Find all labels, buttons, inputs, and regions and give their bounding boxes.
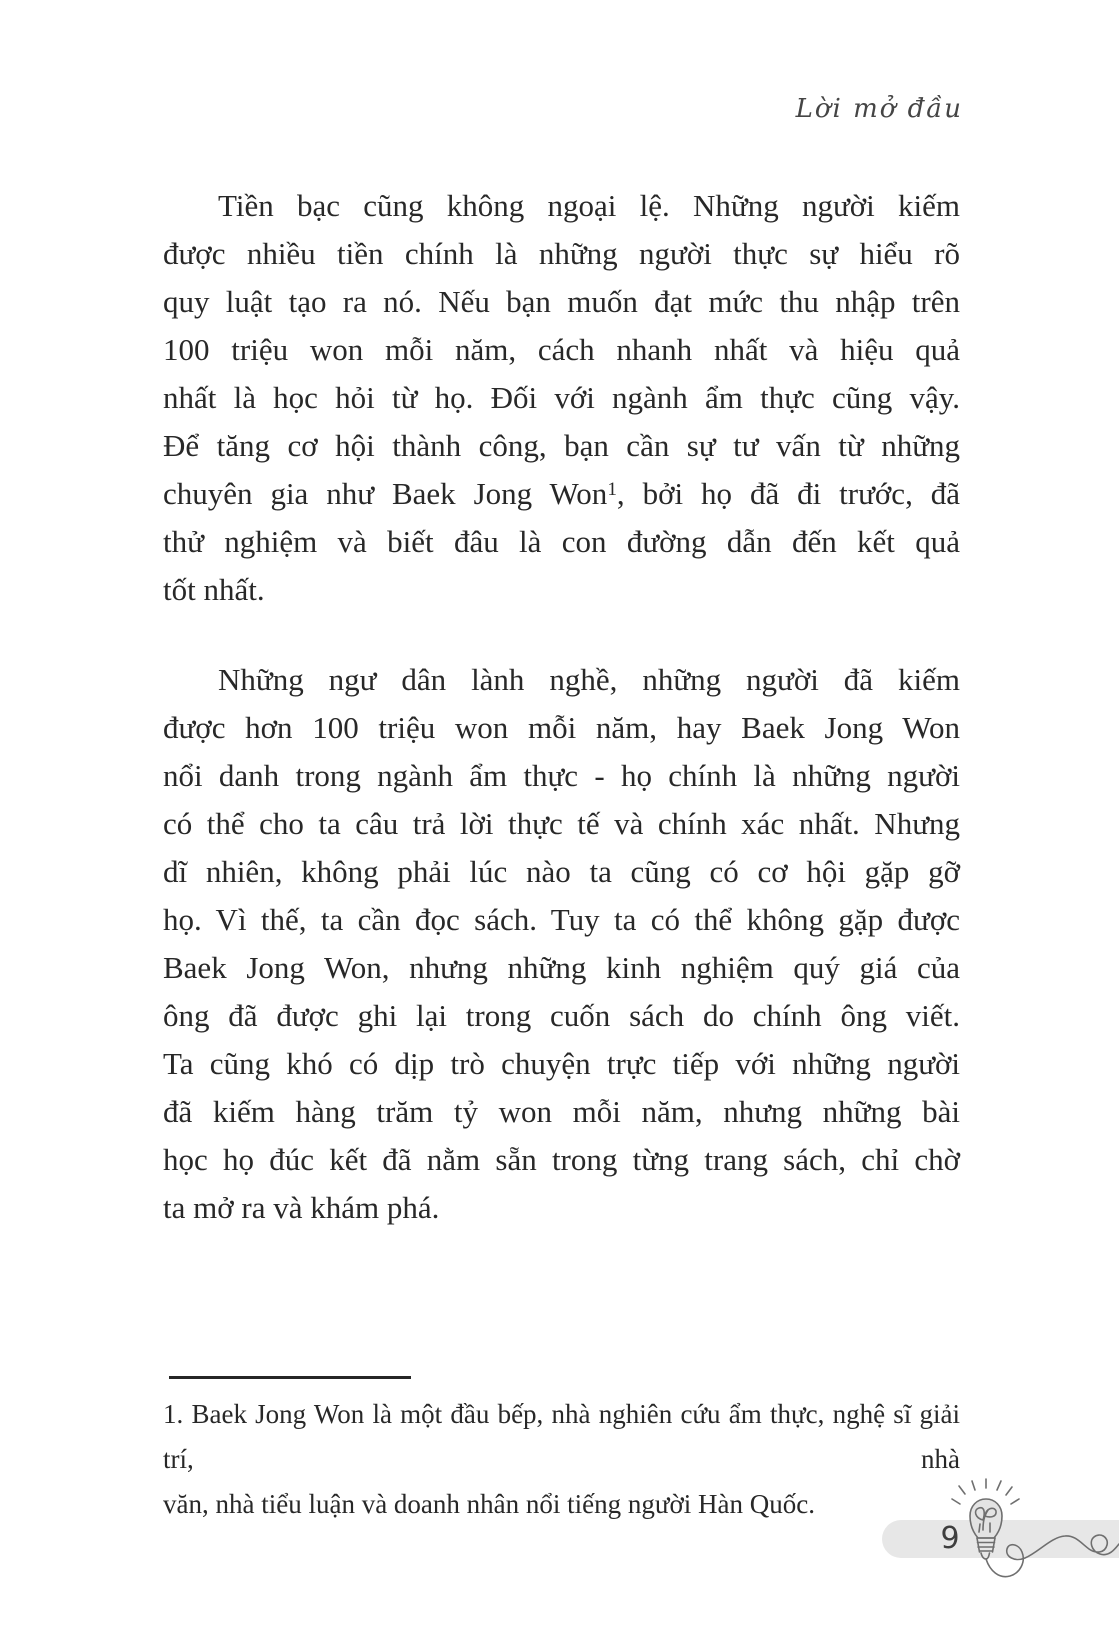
text-line: 100 triệu won mỗi năm, cách nhanh nhất và hiệu quả xyxy=(163,332,960,367)
text-segment: chuyên gia như Baek Jong Won xyxy=(163,476,608,511)
text-line: nổi danh trong ngành ẩm thực - họ chính là những người xyxy=(163,758,960,793)
text-line: văn, nhà tiểu luận và doanh nhân nổi tiếng người Hàn Quốc. xyxy=(163,1489,816,1519)
lightbulb-icon xyxy=(970,1499,1002,1559)
paragraph xyxy=(163,182,960,614)
running-header: Lời mở đầu xyxy=(795,94,963,124)
text-line: Để tăng cơ hội thành công, bạn cần sự tư vấn từ những xyxy=(163,428,960,463)
text-line: học họ đúc kết đã nằm sẵn trong từng trang sách, chỉ chờ xyxy=(163,1142,960,1177)
squiggle-wire xyxy=(986,1535,1119,1577)
lightbulb-doodle-icon xyxy=(869,1478,1119,1608)
paragraph xyxy=(163,656,960,1232)
text-line: ta mở ra và khám phá. xyxy=(163,1190,440,1225)
text-line: Ta cũng khó có dịp trò chuyện trực tiếp với những người xyxy=(163,1046,960,1081)
text-line: ông đã được ghi lại trong cuốn sách do chính ông viết. xyxy=(163,998,960,1033)
page-number: 9 xyxy=(940,1521,960,1556)
footnote-text xyxy=(163,1392,960,1527)
footnote-rule xyxy=(169,1376,411,1379)
text-line: thử nghiệm và biết đâu là con đường dẫn đến kết quả xyxy=(163,524,960,559)
text-line: được nhiều tiền chính là những người thực sự hiểu rõ xyxy=(163,236,960,271)
text-line: họ. Vì thế, ta cần đọc sách. Tuy ta có thể không gặp được xyxy=(163,902,960,937)
text-line: đã kiếm hàng trăm tỷ won mỗi năm, nhưng những bài xyxy=(163,1094,960,1129)
text-line: dĩ nhiên, không phải lúc nào ta cũng có cơ hội gặp gỡ xyxy=(163,854,960,889)
text-line: tốt nhất. xyxy=(163,572,265,607)
footnote xyxy=(163,1376,960,1527)
text-line: Những ngư dân lành nghề, những người đã kiếm xyxy=(218,662,960,697)
text-line: quy luật tạo ra nó. Nếu bạn muốn đạt mức thu nhập trên xyxy=(163,284,960,319)
body-paragraphs xyxy=(163,182,960,1232)
text-line: nhất là học hỏi từ họ. Đối với ngành ẩm thực cũng vậy. xyxy=(163,380,960,415)
text-line xyxy=(163,470,960,518)
text-line: 1. Baek Jong Won là một đầu bếp, nhà nghiên cứu ẩm thực, nghệ sĩ giải trí, nhà xyxy=(163,1399,960,1474)
footnote-ref: 1 xyxy=(607,479,617,501)
text-line: Baek Jong Won, nhưng những kinh nghiệm quý giá của xyxy=(163,950,960,985)
text-line: có thể cho ta câu trả lời thực tế và chính xác nhất. Nhưng xyxy=(163,806,960,841)
text-segment: , bởi họ đã đi trước, đã xyxy=(616,476,961,511)
text-line: được hơn 100 triệu won mỗi năm, hay Baek Jong Won xyxy=(163,710,960,745)
text-line: Tiền bạc cũng không ngoại lệ. Những người kiếm xyxy=(218,188,960,223)
